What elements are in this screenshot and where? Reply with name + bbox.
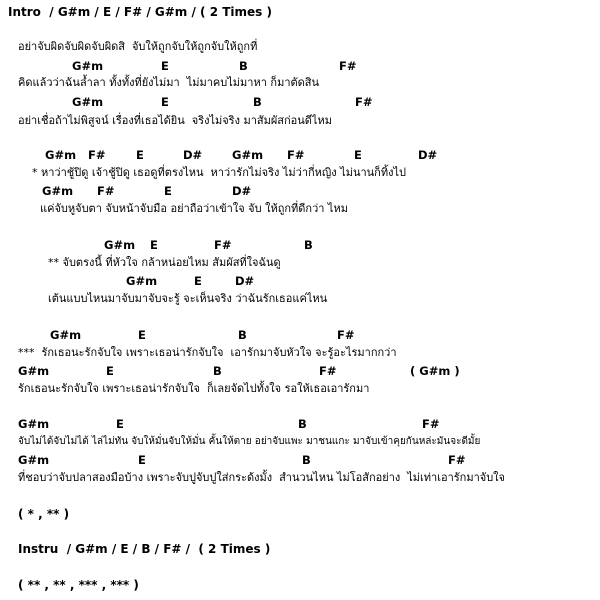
chord: G#m <box>126 274 158 288</box>
chord: F# <box>339 59 357 73</box>
chord: ( G#m ) <box>410 364 460 378</box>
chord: E <box>161 59 169 73</box>
chord: G#m <box>72 95 104 109</box>
chord: G#m <box>232 148 264 162</box>
chord: F# <box>319 364 337 378</box>
lyric-line: แค่จับหูจับตา จับหน้าจับมือ อย่าถือว่าเข้าใจ จับ ให้ถูกที่ดีกว่า ไหม <box>40 202 348 215</box>
chord: E <box>136 148 144 162</box>
chord: G#m <box>104 238 136 252</box>
chord: E <box>354 148 362 162</box>
chord: F# <box>214 238 232 252</box>
lyric-line: เต้นแบบไหนมาจับมาจับจะรู้ จะเห็นจริง ว่าฉันรักเธอแค่ไหน <box>48 292 328 305</box>
chord: E <box>150 238 158 252</box>
chord: F# <box>448 453 466 467</box>
instru-line: Instru / G#m / E / B / F# / ( 2 Times ) <box>18 542 271 556</box>
chord: G#m <box>42 184 74 198</box>
chord: F# <box>97 184 115 198</box>
repeat-marker: ( * , ** ) <box>18 507 70 521</box>
repeat-marker: ( ** , ** , *** , *** ) <box>18 578 139 592</box>
intro-line: Intro / G#m / E / F# / G#m / ( 2 Times ) <box>8 5 272 19</box>
lyric-line: * หาว่าชู้ปิดู เจ้าชู้ปิดู เธอดูที่ตรงไหน หาว่ารักไม่จริง ไม่ว่ากี่หญิง ไม่นานก็ทิ้งไป <box>32 166 406 179</box>
chord: E <box>164 184 172 198</box>
lyric-line: ** จับตรงนี้ ที่หัวใจ กล้าหน่อยไหม สัมผัสที่ใจฉันดู <box>48 256 281 269</box>
chord: G#m <box>72 59 104 73</box>
chord: D# <box>232 184 252 198</box>
chord: D# <box>235 274 255 288</box>
chord: B <box>304 238 313 252</box>
chord: F# <box>422 417 440 431</box>
chord: B <box>298 417 307 431</box>
chord: B <box>238 328 247 342</box>
chord: F# <box>88 148 106 162</box>
lyric-line: *** รักเธอนะรักจับใจ เพราะเธอน่ารักจับใจ เอารักมาจับหัวใจ จะรู้อะไรมากกว่า <box>18 346 397 359</box>
chord: G#m <box>45 148 77 162</box>
chord: G#m <box>18 453 50 467</box>
chord: G#m <box>18 364 50 378</box>
chord: E <box>138 453 146 467</box>
lyric-line: รักเธอนะรักจับใจ เพราะเธอน่ารักจับใจ ก็เลยจัดไปทั้งใจ รอให้เธอเอารักมา <box>18 382 370 395</box>
chord: D# <box>183 148 203 162</box>
chord: B <box>253 95 262 109</box>
chord: F# <box>287 148 305 162</box>
chord: G#m <box>50 328 82 342</box>
lyric-line: อย่าจับผิดจับผิดจับผิดสิ จับให้ถูกจับให้ถูกจับให้ถูกที่ <box>18 40 258 53</box>
chord: B <box>213 364 222 378</box>
chord: E <box>138 328 146 342</box>
chord: E <box>161 95 169 109</box>
chord: F# <box>355 95 373 109</box>
lyric-line: คิดแล้วว่าฉันล้ำลา ทั้งทั้งที่ยังไม่มา ไม่มาคบไม่มาหา ก็มาตัดสิน <box>18 76 320 89</box>
chord: G#m <box>18 417 50 431</box>
chord: B <box>239 59 248 73</box>
lyric-line: อย่าเชื่อถ้าไม่พิสูจน์ เรื่องที่เธอได้ยิน จริงไม่จริง มาสัมผัสก่อนดีไหม <box>18 114 332 127</box>
chord: E <box>106 364 114 378</box>
chord: F# <box>337 328 355 342</box>
lyric-line: จับไม่ได้จับไม่ได้ ไล่ไม่ทัน จับให้มั่นจับให้มั่น คั้นให้ตาย อย่าจับแพะ มาชนแกะ มาจับเข้าคุยกันหล่ะมันจะดีมั้ย <box>18 436 481 447</box>
chord: E <box>194 274 202 288</box>
lyric-line: ที่ชอบว่าจับปลาสองมือบ้าง เพราะจับปูจับปูใส่กระด้งมั้ง สำนวนไหน ไม่โอสักอย่าง ไม่เท่าเอารักมาจับใจ <box>18 471 506 484</box>
chord: B <box>302 453 311 467</box>
chord: E <box>116 417 124 431</box>
chord: D# <box>418 148 438 162</box>
